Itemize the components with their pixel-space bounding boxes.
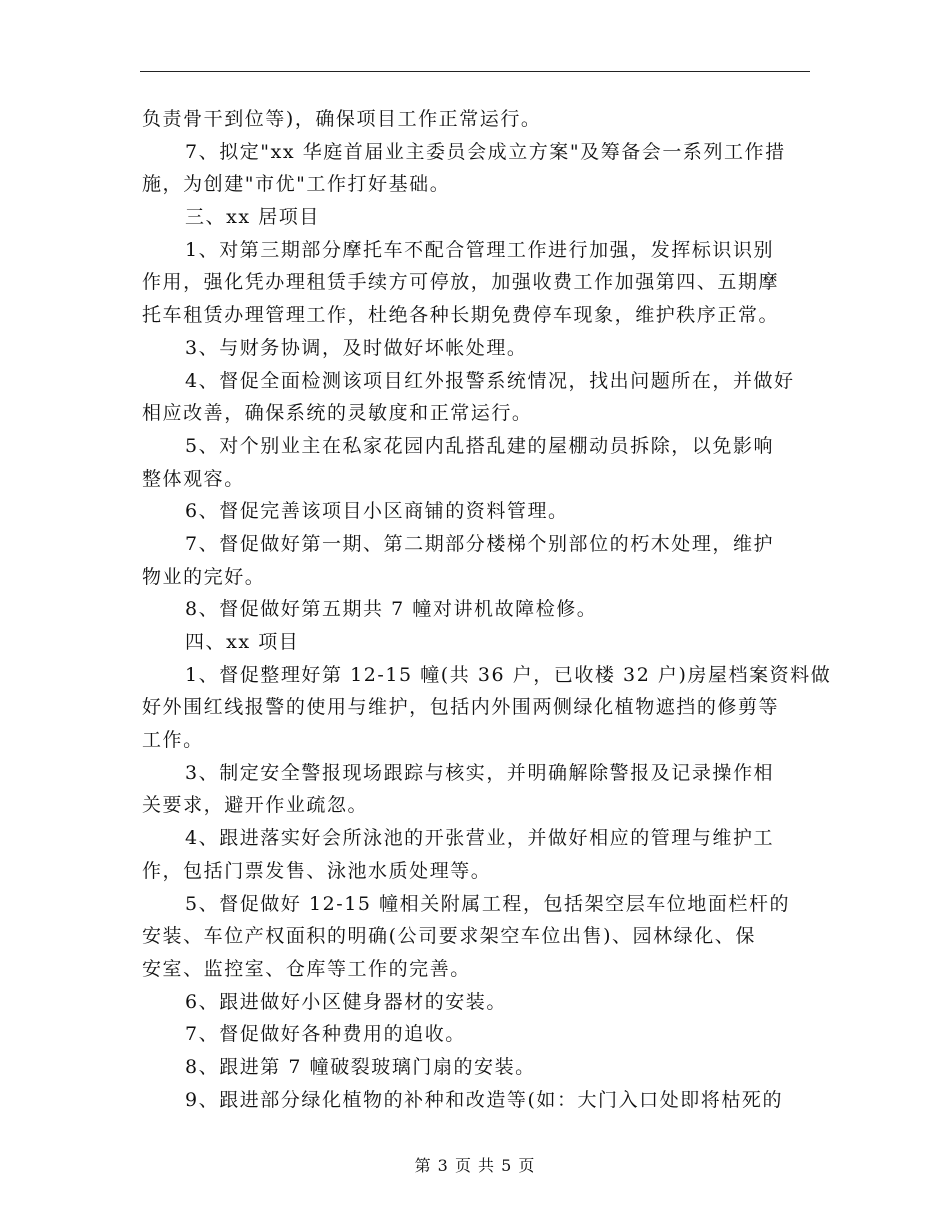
text-line: 6、跟进做好小区健身器材的安装。 bbox=[185, 990, 507, 1013]
text-line: 施，为创建"市优"工作打好基础。 bbox=[142, 173, 451, 196]
text-line: 整体观容。 bbox=[142, 467, 245, 490]
text-line: 7、督促做好各种费用的追收。 bbox=[185, 1023, 466, 1046]
text-line: 作，包括门票发售、泳池水质处理等。 bbox=[142, 859, 492, 882]
page-number: 第 3 页 共 5 页 bbox=[414, 1156, 536, 1175]
text-line: 安室、监控室、仓库等工作的完善。 bbox=[142, 957, 471, 980]
text-line: 7、督促做好第一期、第二期部分楼梯个别部位的朽木处理，维护 bbox=[185, 532, 775, 555]
text-line: 8、跟进第 7 幢破裂玻璃门扇的安装。 bbox=[185, 1055, 536, 1078]
document-body bbox=[142, 103, 832, 1116]
text-line: 物业的完好。 bbox=[142, 565, 266, 588]
text-line: 3、与财务协调，及时做好坏帐处理。 bbox=[185, 336, 528, 359]
section-heading: 三、xx 居项目 bbox=[185, 206, 320, 229]
text-line: 负责骨干到位等)，确保项目工作正常运行。 bbox=[142, 108, 542, 130]
text-line: 7、拟定"xx 华庭首届业主委员会成立方案"及筹备会一系列工作措 bbox=[185, 140, 786, 163]
text-line: 9、跟进部分绿化植物的补种和改造等(如：大门入口处即将枯死的 bbox=[185, 1088, 784, 1111]
text-line: 相应改善，确保系统的灵敏度和正常运行。 bbox=[142, 402, 533, 425]
text-line: 好外围红线报警的使用与维护，包括内外围两侧绿化植物遮挡的修剪等 bbox=[142, 696, 780, 719]
text-line: 5、督促做好 12-15 幢相关附属工程，包括架空层车位地面栏杆的 bbox=[185, 892, 791, 915]
text-line: 5、对个别业主在私家花园内乱搭乱建的屋棚动员拆除，以免影响 bbox=[185, 434, 775, 457]
text-line: 关要求，避开作业疏忽。 bbox=[142, 794, 369, 817]
text-line: 1、对第三期部分摩托车不配合管理工作进行加强，发挥标识识别 bbox=[185, 238, 775, 261]
section-heading: 四、xx 项目 bbox=[185, 631, 300, 653]
text-line: 作用，强化凭办理租赁手续方可停放，加强收费工作加强第四、五期摩 bbox=[142, 271, 780, 294]
text-line: 1、督促整理好第 12-15 幢(共 36 户，已收楼 32 户)房屋档案资料做 bbox=[185, 663, 832, 686]
text-line: 安装、车位产权面积的明确(公司要求架空车位出售)、园林绿化、保 bbox=[142, 925, 756, 948]
text-line: 6、督促完善该项目小区商铺的资料管理。 bbox=[185, 500, 569, 523]
text-line: 工作。 bbox=[142, 729, 204, 752]
text-line: 4、跟进落实好会所泳池的开张营业，并做好相应的管理与维护工 bbox=[185, 827, 775, 850]
text-line: 4、督促全面检测该项目红外报警系统情况，找出问题所在，并做好 bbox=[185, 369, 795, 392]
text-line: 托车租赁办理管理工作，杜绝各种长期免费停车现象，维护秩序正常。 bbox=[142, 304, 780, 327]
header-rule bbox=[140, 71, 810, 72]
text-line: 3、制定安全警报现场跟踪与核实，并明确解除警报及记录操作相 bbox=[185, 761, 775, 784]
text-line: 8、督促做好第五期共 7 幢对讲机故障检修。 bbox=[185, 598, 598, 621]
